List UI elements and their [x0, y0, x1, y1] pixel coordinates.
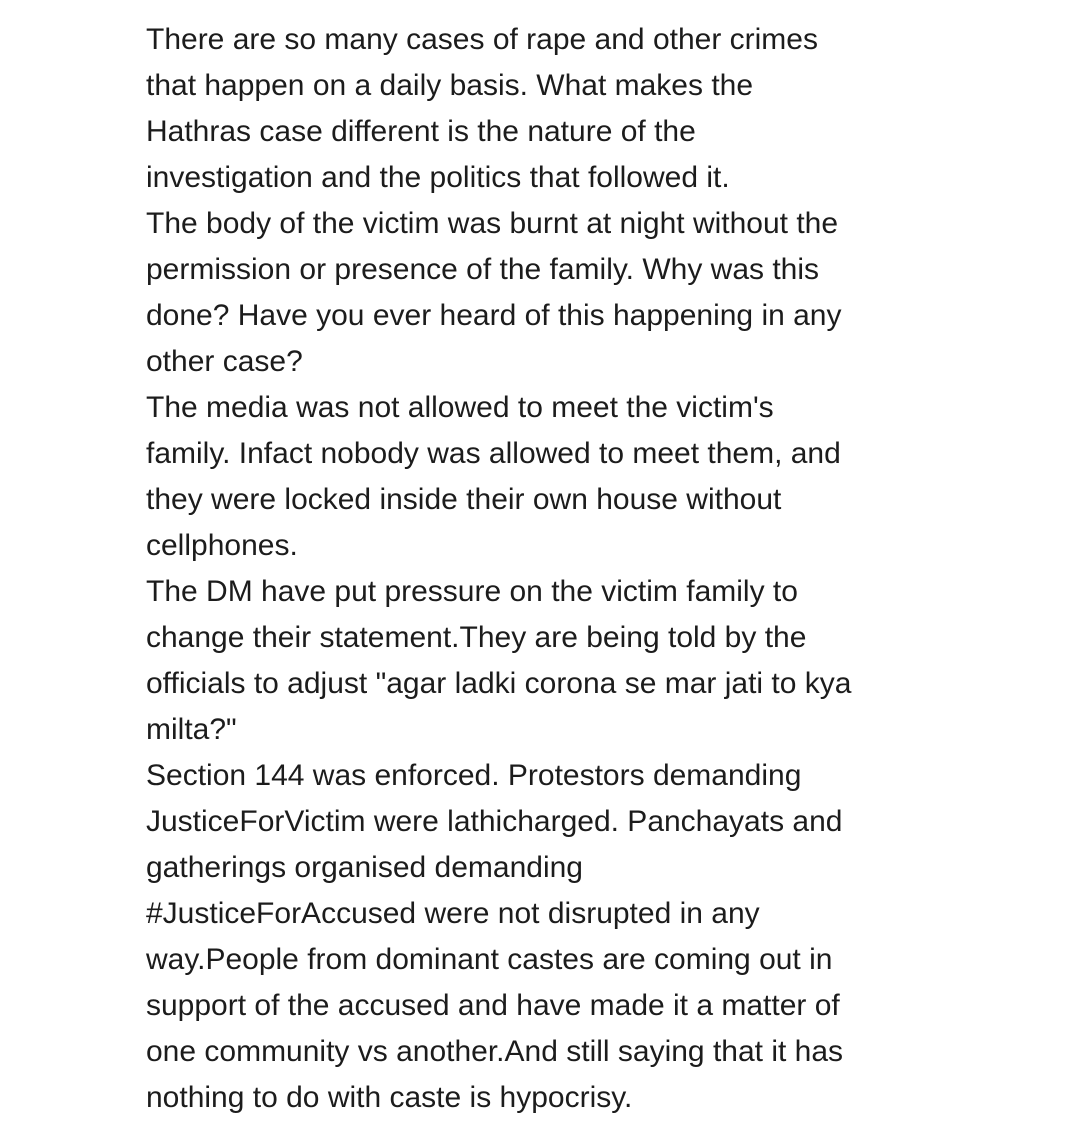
text-line: one community vs another.And still saying that it has: [146, 1035, 844, 1068]
text-line: nothing to do with caste is hypocrisy.: [146, 1081, 633, 1114]
text-line: The media was not allowed to meet the victim's: [146, 391, 774, 424]
text-line: The body of the victim was burnt at night without the: [146, 207, 839, 240]
text-line: Section 144 was enforced. Protestors demanding: [146, 759, 802, 792]
text-line: The DM have put pressure on the victim family to: [146, 575, 798, 608]
text-line: milta?": [146, 713, 237, 746]
text-line: investigation and the politics that followed it.: [146, 161, 730, 194]
text-line: gatherings organised demanding: [146, 851, 583, 884]
text-line: change their statement.They are being told by the: [146, 621, 807, 654]
text-line: officials to adjust "agar ladki corona se mar jati to kya: [146, 667, 852, 700]
text-line: they were locked inside their own house without: [146, 483, 782, 516]
text-line: way.People from dominant castes are coming out in: [146, 943, 833, 976]
text-line: permission or presence of the family. Why was this: [146, 253, 820, 286]
text-line: #JusticeForAccused were not disrupted in any: [146, 897, 760, 930]
text-line: JusticeForVictim were lathicharged. Panchayats and: [146, 805, 843, 838]
text-line: support of the accused and have made it a matter of: [146, 989, 840, 1022]
text-line: done? Have you ever heard of this happening in any: [146, 299, 842, 332]
text-line: There are so many cases of rape and other crimes: [146, 23, 818, 56]
text-line: other case?: [146, 345, 303, 378]
text-line: family. Infact nobody was allowed to meet them, and: [146, 437, 841, 470]
note-text-block: [146, 17, 926, 1121]
text-line: Hathras case different is the nature of the: [146, 115, 696, 148]
text-line: cellphones.: [146, 529, 298, 562]
text-line: that happen on a daily basis. What makes the: [146, 69, 754, 102]
